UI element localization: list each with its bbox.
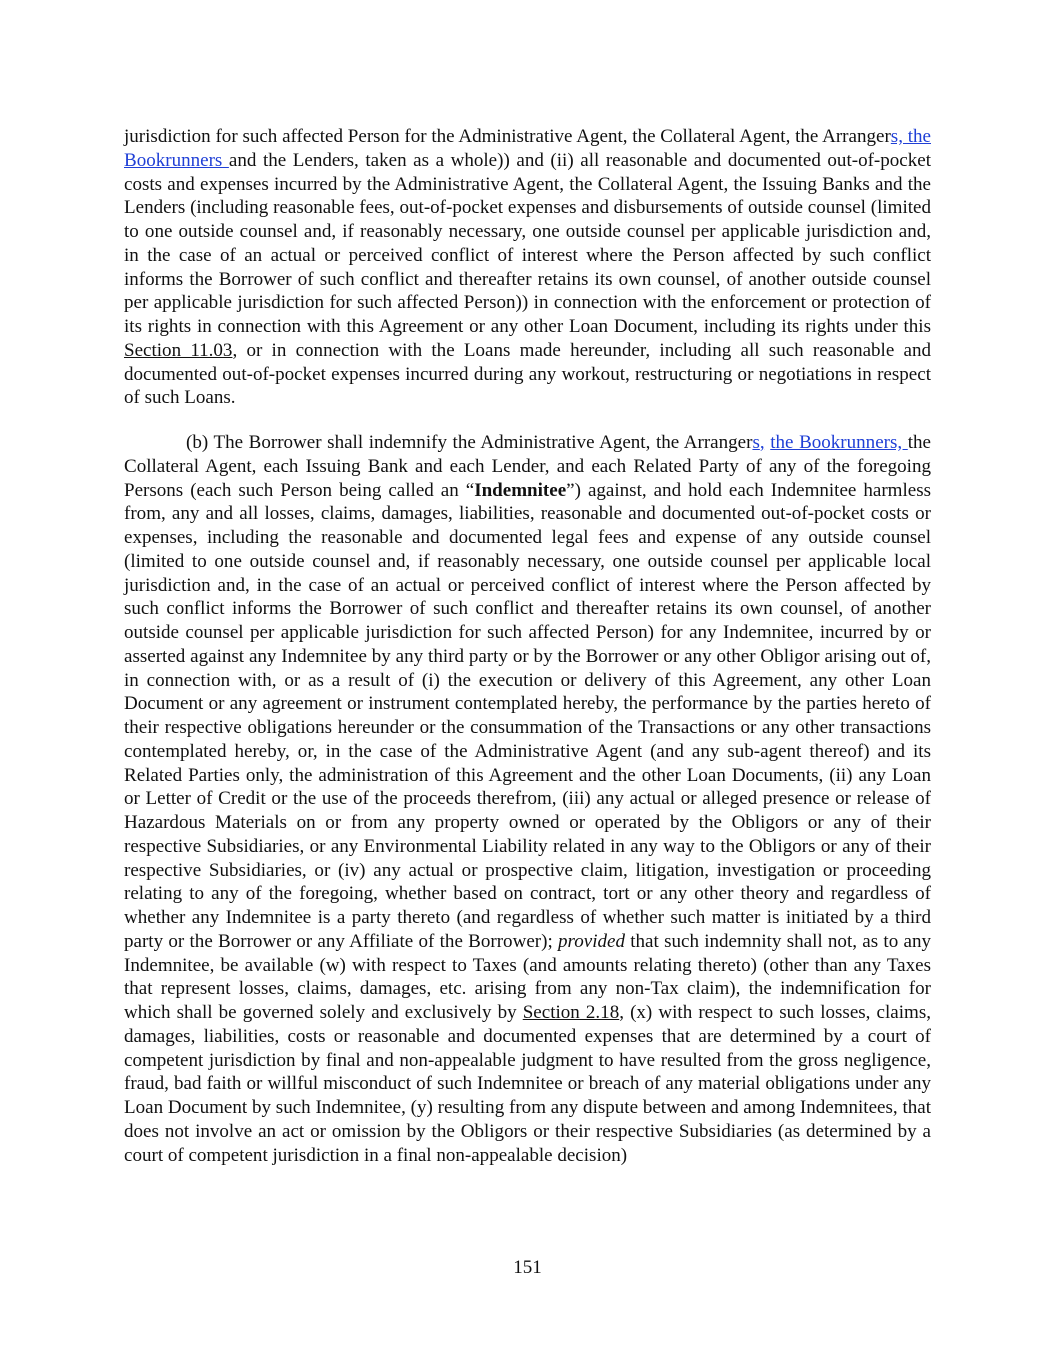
page-number: 151 — [513, 1257, 542, 1278]
section-reference-2-18: Section 2.18 — [522, 1002, 620, 1023]
italic-provided: provided — [558, 930, 625, 952]
inserted-bookrunners-text-b: the Bookrunners, — [770, 432, 908, 453]
paragraph-b-text-3: ”) against, and hold each Indemnitee harmless from, any and all losses, claims, damages, liabilities, reasonable and documented out-of-pocket costs or expenses, including the reasonable and documented legal fees and expense of any outside counsel (limited to one outside counsel and, if reasonably necessary, one outside counsel per applicable local jurisdiction and, in the case of an actual or perceived conflict of interest where the Person affected by such conflict informs the Borrower of such conflict and thereafter retains its own counsel, of another outside counsel per applicable jurisdiction for such affected Person) for any Indemnitee, incurred by or asserted against any Indemnitee by any third party or by the Borrower or any other Obligor arising out of, in connection with, or as a result of (i) the execution or delivery of this Agreement, any other Loan Document or any agreement or instrument contemplated hereby, the performance by the parties hereto of their respective obligations hereunder or the consummation of the Transactions or any other transactions contemplated hereby, or, in the case of the Administrative Agent (and any sub-agent thereof) and its Related Parties only, the administration of this Agreement and the other Loan Documents, (ii) any Loan or Letter of Credit or the use of the proceeds therefrom, (iii) any actual or alleged presence or release of Hazardous Materials on or from any property owned or operated by the Obligors or any of their respective Subsidiaries, or any Environmental Liability related in any way to the Obligors or any of their respective Subsidiaries, or (iv) any actual or prospective claim, litigation, investigation or proceeding relating to any of the foregoing, whether based on contract, tort or any other theory and regardless of whether any Indemnitee is a party thereto (and regardless of whether such matter is initiated by a third party or the Borrower or any Affiliate of the Borrower); — [124, 479, 932, 952]
paragraph-b — [124, 431, 931, 1167]
paragraph-a-text-2: and the Lenders, taken as a whole)) and (ii) all reasonable and documented out-of-pocket costs and expenses incurred by the Administrative Agent, the Collateral Agent, the Issuing Banks and the Lenders (including reasonable fees, out-of-pocket expenses and disbursements of outside counsel (limited to one outside counsel and, if reasonably necessary, one outside counsel per applicable jurisdiction and, in the case of an actual or perceived conflict of interest where the Person affected by such conflict informs the Borrower of such conflict and thereafter retains its own counsel, of another outside counsel per applicable jurisdiction for such affected Person)) in connection with the enforcement or protection of its rights in connection with this Agreement or any other Loan Document, including its rights under this — [124, 149, 931, 337]
paragraph-a — [124, 125, 931, 410]
paragraph-a-text-3: , or in connection with the Loans made hereunder, including all such reasonable and documented out-of-pocket expenses incurred during any workout, restructuring or negotiations in respect of such Loans. — [124, 339, 931, 409]
inserted-bookrunners-text: s, the Bookrunners — [124, 126, 931, 171]
section-reference-11-03: Section 11.03 — [124, 339, 233, 361]
inserted-comma-text: , — [759, 432, 765, 453]
defined-term-indemnitee: Indemnitee — [474, 479, 567, 501]
inserted-s-text: s — [752, 432, 760, 453]
paragraph-b-label: (b) — [186, 432, 209, 453]
paragraph-b-text-4: that such indemnity shall not, as to any Indemnitee, be available (w) with respect to Taxes (and amounts relating thereto) (other than any Taxes that represent losses, claims, damages, etc. arising from any non-Tax claim), the indemnification for which shall be governed solely and exclusively by — [124, 930, 931, 1023]
paragraph-b-text-5: , (x) with respect to such losses, claims, damages, liabilities, costs or reasonable and documented expenses that are determined by a court of competent jurisdiction by final and non-appealable judgment to have resulted from the gross negligence, fraud, bad faith or willful misconduct of such Indemnitee or breach of any material obligations under any Loan Document by such Indemnitee, (y) resulting from any dispute between and among Indemnitees, that does not involve an act or omission by the Obligors or their respective Subsidiaries (as determined by a court of competent jurisdiction in a final non-appealable decision) — [124, 1002, 931, 1166]
paragraph-b-text-1: The Borrower shall indemnify the Administrative Agent, the Arranger — [213, 432, 753, 453]
paragraph-b-text-2: the Collateral Agent, each Issuing Bank and each Lender, and each Related Party of any of the foregoing Persons (each such Person being called an “ — [124, 432, 932, 501]
document-body — [124, 125, 931, 1167]
paragraph-a-text-1: jurisdiction for such affected Person for the Administrative Agent, the Collateral Agent, the Arranger — [124, 126, 891, 147]
